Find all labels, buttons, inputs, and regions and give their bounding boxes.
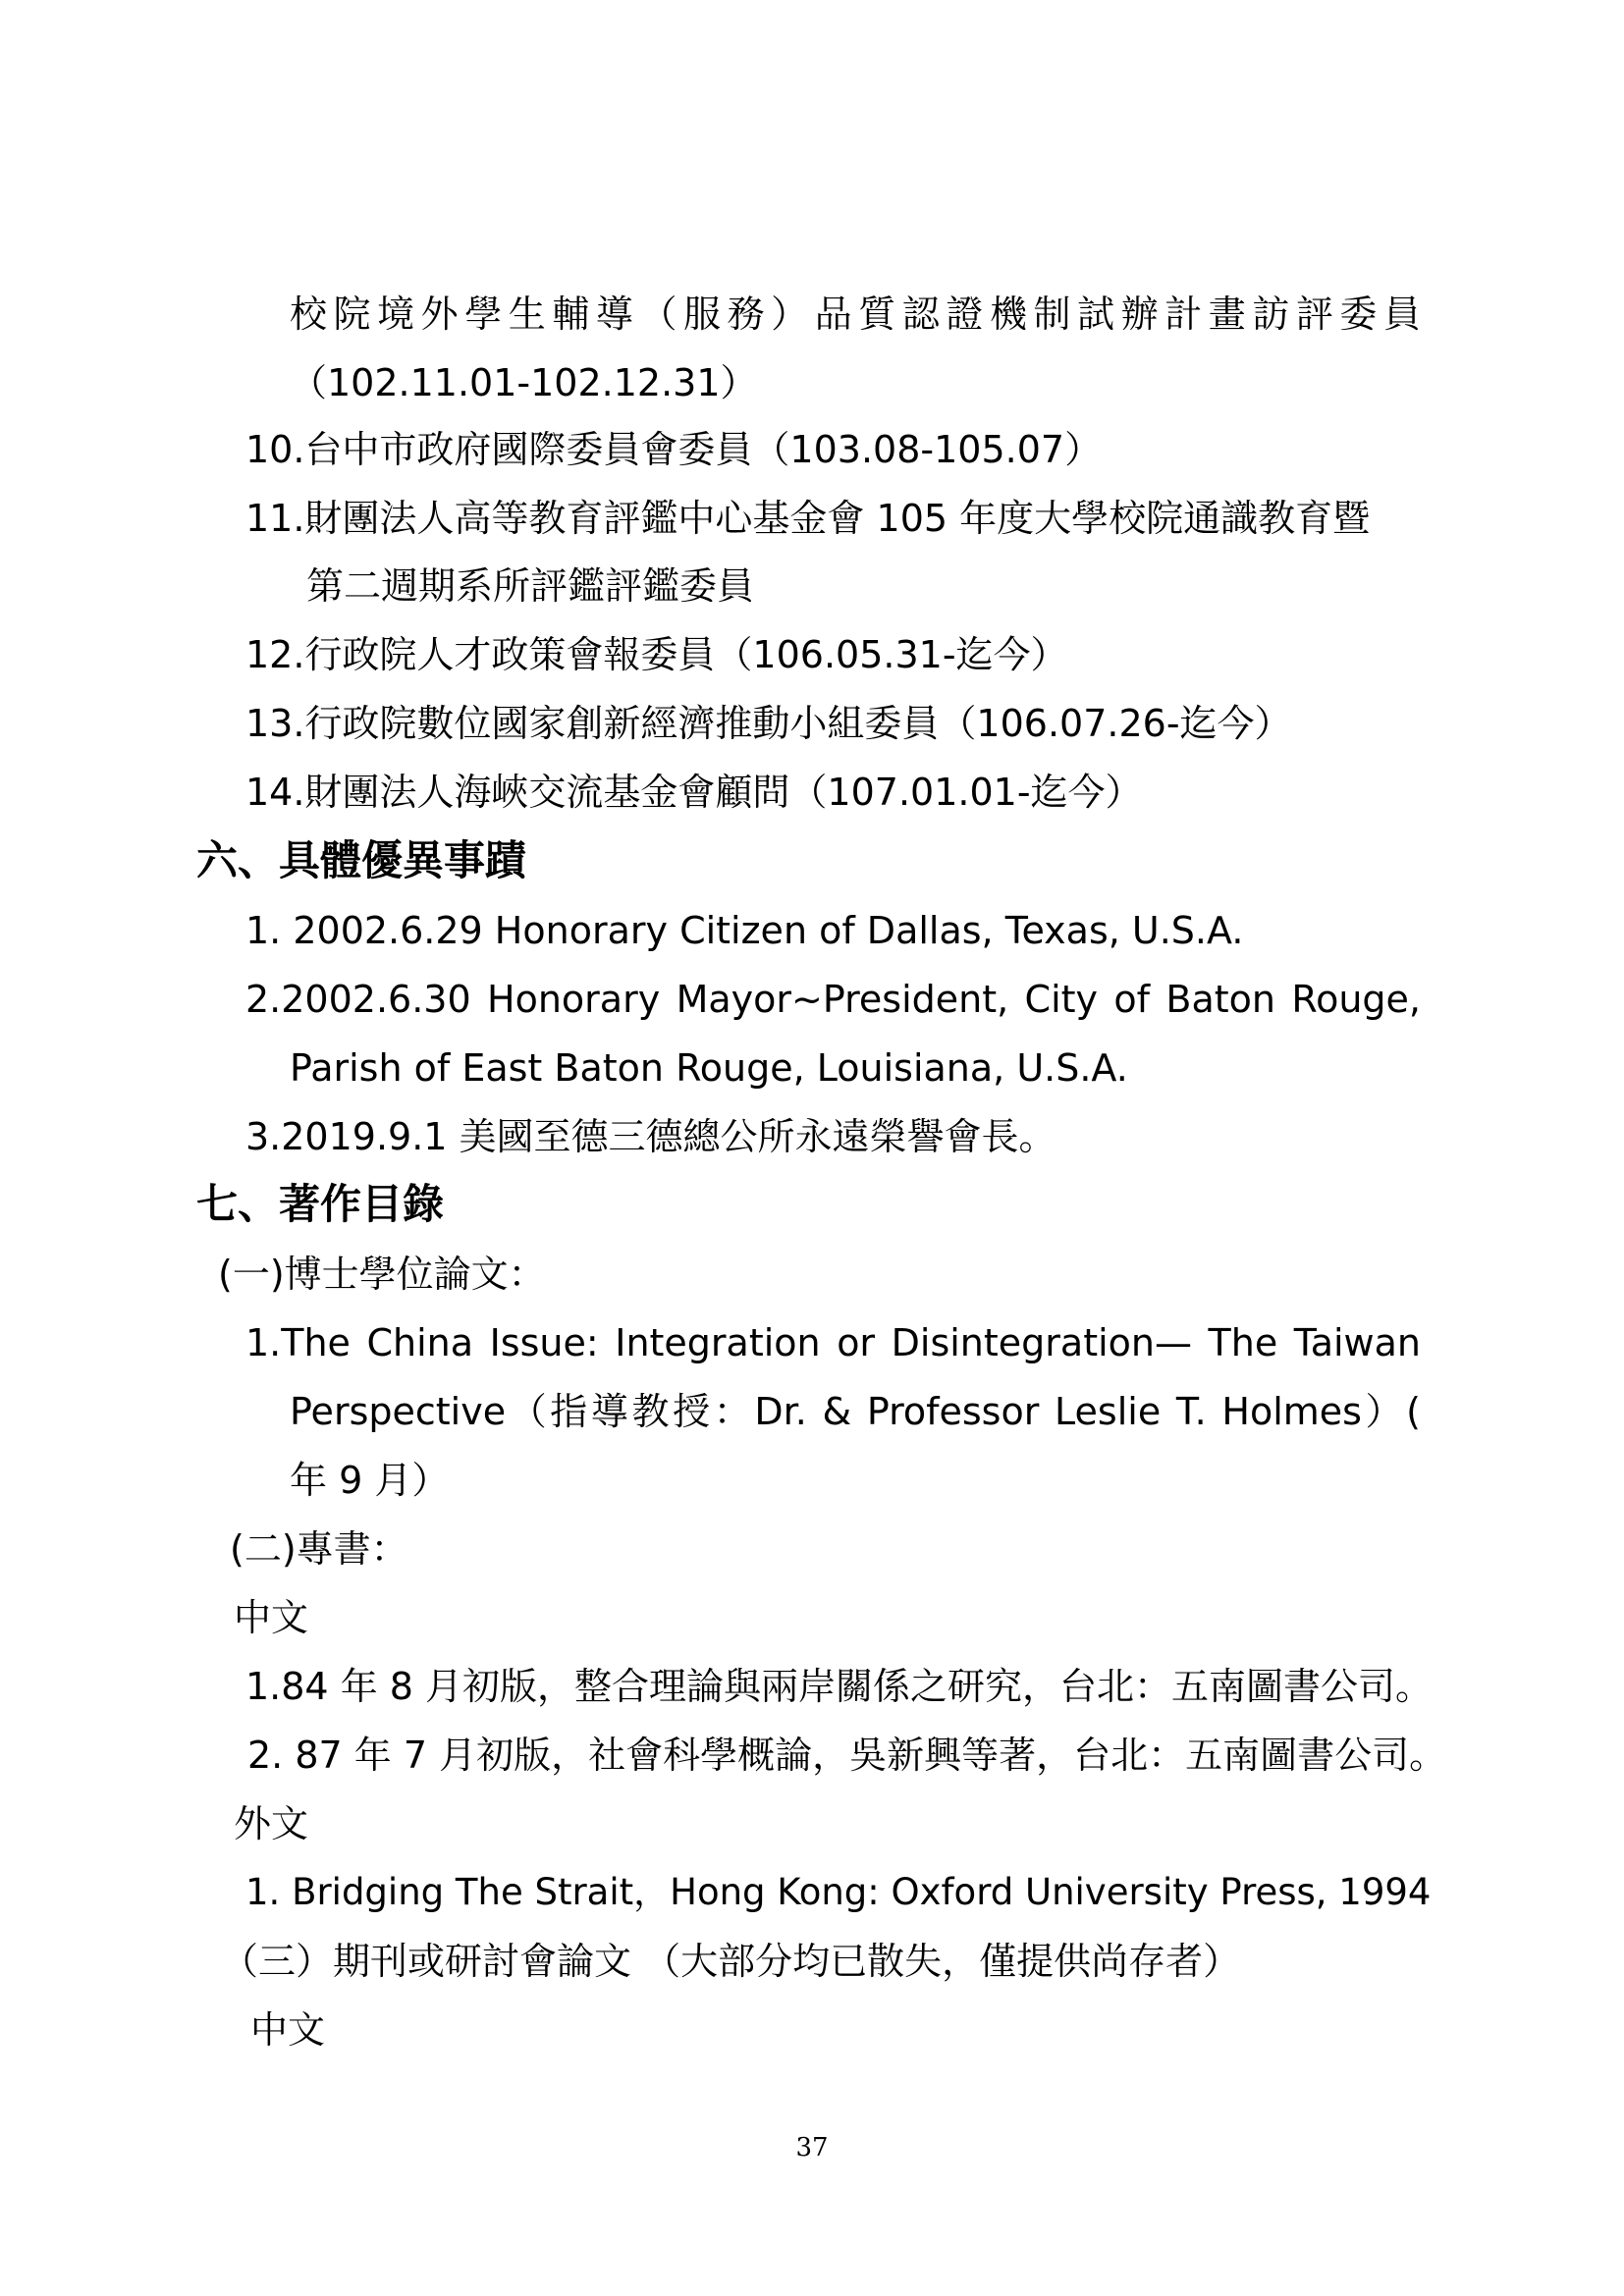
committee-item-13: 13.行政院數位國家創新經濟推動小組委員（106.07.26-迄今）	[245, 702, 1292, 745]
dissertation-item-line2: Perspective（指導教授：Dr. & Professor Leslie T. Holmes）(	[290, 1390, 1421, 1433]
dissertation-heading: (一)博士學位論文：	[218, 1253, 546, 1296]
committee-item-9-line2: （102.11.01-102.12.31）	[290, 361, 758, 404]
dissertation-item-line3: 年 9 月）	[290, 1459, 450, 1502]
achievement-item-2-line2: Parish of East Baton Rouge, Louisiana, U.S.A.	[290, 1046, 1128, 1090]
books-foreign-label: 外文	[234, 1802, 309, 1845]
book-item-3: 1. Bridging The Strait，Hong Kong: Oxford University Press, 1994	[245, 1871, 1432, 1913]
books-heading: (二)專書：	[230, 1527, 408, 1571]
achievement-item-1: 1. 2002.6.29 Honorary Citizen of Dallas, Texas, U.S.A.	[245, 909, 1244, 952]
achievement-item-3: 3.2019.9.1 美國至德三德總公所永遠榮譽會長。	[245, 1115, 1056, 1158]
dissertation-item-line1: 1.The China Issue: Integration or Disintegration— The Taiwan	[245, 1321, 1421, 1364]
book-item-1: 1.84 年 8 月初版，整合理論與兩岸關係之研究，台北：五南圖書公司。	[245, 1665, 1434, 1708]
committee-item-11-line1: 11.財團法人高等教育評鑑中心基金會 105 年度大學校院通識教育暨	[245, 497, 1371, 540]
papers-chinese-label: 中文	[250, 2008, 326, 2052]
committee-item-11-line2: 第二週期系所評鑑評鑑委員	[306, 564, 755, 608]
committee-item-9-line1: 校院境外學生輔導（服務）品質認證機制試辦計畫訪評委員	[290, 293, 1421, 336]
committee-item-12: 12.行政院人才政策會報委員（106.05.31-迄今）	[245, 633, 1068, 676]
papers-heading: （三）期刊或研討會論文 （大部分均已散失，僅提供尚存者）	[221, 1940, 1241, 1983]
book-item-2: 2. 87 年 7 月初版，社會科學概論，吳新興等著，台北：五南圖書公司。	[247, 1734, 1447, 1777]
page-number: 37	[795, 2133, 829, 2163]
section-7-heading: 七、著作目錄	[196, 1180, 445, 1228]
committee-item-14: 14.財團法人海峽交流基金會顧問（107.01.01-迄今）	[245, 771, 1143, 814]
achievement-item-2-line1: 2.2002.6.30 Honorary Mayor~President, City of Baton Rouge,	[245, 978, 1421, 1021]
books-chinese-label: 中文	[234, 1596, 309, 1639]
committee-item-10: 10.台中市政府國際委員會委員（103.08-105.07）	[245, 428, 1103, 471]
section-6-heading: 六、具體優異事蹟	[196, 836, 527, 884]
